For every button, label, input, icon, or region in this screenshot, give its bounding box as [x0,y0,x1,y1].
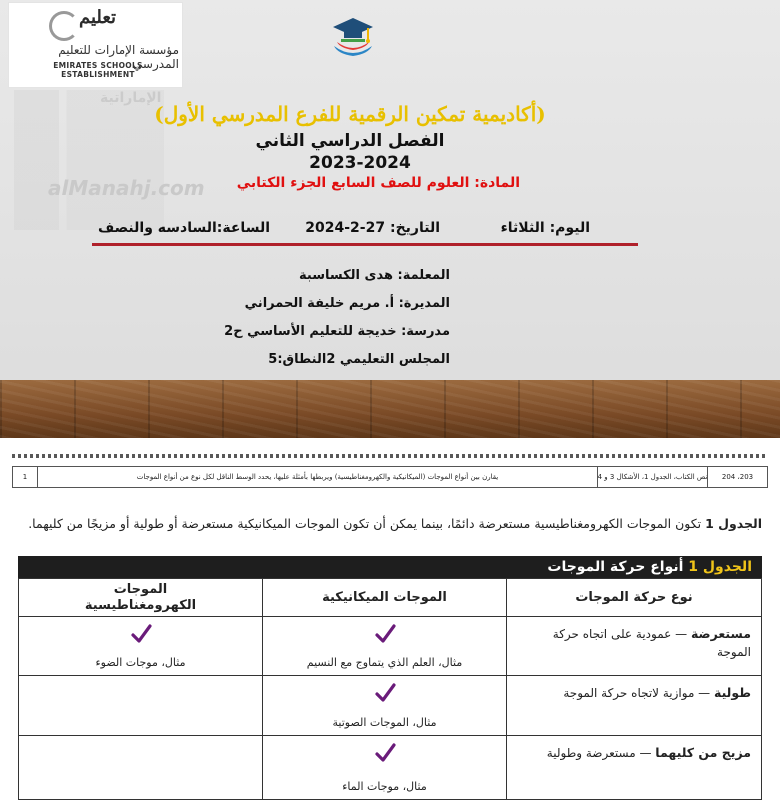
header-em-line2: الكهرومغناطيسية [84,597,197,613]
session-hour: الساعة:السادسه والنصف [97,220,270,236]
ref-outcome: يقارن بين أنواع الموجات (الميكانيكية والكهرومغناطيسية) ويربطها بأمثلة عليها، يحدد الوسط الناقل لكل نوع من أنواع الموجات [37,467,597,487]
logo-word: تعليم [79,7,117,28]
logo-mark-icon [49,11,79,41]
wave-type-desc: — موازية لاتجاه حركة الموجة [563,686,714,700]
intro-body: تكون الموجات الكهرومغناطيسية مستعرضة دائمًا، بينما يمكن أن تكون الموجات الميكانيكية مستعرضة أو طولية أو مزيجًا من كليهما. [28,516,706,531]
logo-english: EMIRATES SCHOOLS ESTABLISHMENT [53,61,143,79]
table-title-bar [18,556,762,578]
wooden-floor [0,380,780,438]
textbook-excerpt [8,510,772,800]
wave-type-cell [506,676,761,735]
mechanical-example: مثال، موجات الماء [342,780,427,793]
intro-table-ref: الجدول 1 [705,516,762,531]
watermark-top-text: الإماراتية [100,90,162,106]
wave-type-name: طولية [714,685,751,700]
table-row [19,736,761,799]
em-cell [19,617,262,675]
wave-type-cell [506,736,761,799]
ese-logo [8,2,183,88]
session-date: التاريخ: 27-2-2024 [305,220,440,236]
graduation-emblem-icon [328,10,378,60]
header-electromagnetic [19,579,262,616]
staff-details [190,262,450,374]
checkmark-icon [374,623,396,645]
wave-types-table [18,578,762,800]
table-label: الجدول 1 [688,559,752,575]
mechanical-cell [262,617,506,675]
checkmark-icon [130,623,152,645]
subject-line: المادة: العلوم للصف السابع الجزء الكتابي [236,175,520,191]
table-header-row [19,579,761,617]
wave-type-name: مزيج من كليهما [655,745,751,760]
strip-border [12,454,768,458]
mechanical-example: مثال، العلم الذي يتماوج مع النسيم [306,656,463,669]
wave-type-desc: — مستعرضة وطولية [546,746,656,760]
principal-name: المديرة: أ. مريم خليفة الحمراني [244,296,450,311]
header-type: نوع حركة الموجات [506,579,761,616]
academy-title: (أكاديمية تمكين الرقمية للفرع المدرسي الأول) [154,102,546,126]
reference-table [12,466,768,488]
logo-arabic: مؤسسة الإمارات للتعليم المدرسي [58,43,179,71]
ref-pages: 203، 204 [707,467,767,487]
session-day: اليوم: الثلاثاء [500,220,590,236]
session-info [90,220,590,242]
mechanical-cell [262,676,506,735]
header-mechanical: الموجات الميكانيكية [262,579,506,616]
divider-line [92,243,638,246]
em-cell [19,736,262,799]
council-name: المجلس التعليمي 2النطاق:5 [268,352,450,367]
academic-year: 2023-2024 [309,153,411,173]
teacher-name: المعلمة: هدى الكساسبة [299,268,450,283]
em-cell [19,676,262,735]
checkmark-icon [374,682,396,704]
checkmark-icon [374,742,396,764]
header-em-line1: الموجات [113,581,168,597]
table-title: أنواع حركة الموجات [547,559,689,575]
watermark-text: alManahj.com [48,176,205,200]
em-example: مثال، موجات الضوء [95,656,186,669]
semester-title: الفصل الدراسي الثاني [255,131,445,151]
table-row [19,617,761,676]
curriculum-reference-strip [4,446,776,504]
mechanical-cell [262,736,506,799]
mechanical-example: مثال، الموجات الصوتية [332,716,437,729]
table-intro-text [18,514,762,533]
ref-source: نص الكتاب، الجدول 1، الأشكال 3 و 4 [597,467,707,487]
wave-type-cell [506,617,761,675]
wave-type-desc: — عمودية على اتجاه حركة الموجة [552,627,751,659]
table-row [19,676,761,736]
wave-type-name: مستعرضة [690,626,751,641]
school-name: مدرسة: خديجة للتعليم الأساسي ح2 [224,324,450,339]
ref-number: 1 [22,473,28,481]
